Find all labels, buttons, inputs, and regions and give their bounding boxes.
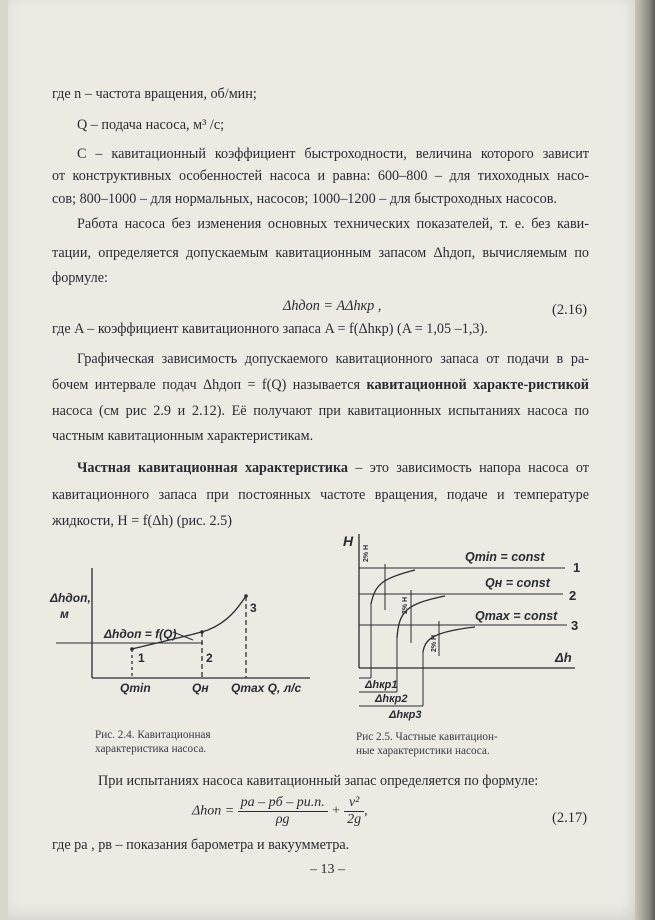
line-9: где A – коэффициент кавитационного запаса A = f(Δhкр) (A = 1,05 –1,3). [52,321,488,337]
fig25-xlabel: Δh [555,650,572,665]
line-1: где n – частота вращения, об/мин; [52,86,257,102]
fig24-curve-label: Δhдоп = f(Q) [104,627,177,641]
fig24-point-1 [130,647,134,651]
fig24-label-3: 3 [250,601,257,615]
fig25-dh-2: Δhкр2 [375,693,408,705]
figure-2-5 [335,528,590,728]
line-16: жидкости, H = f(Δh) (рис. 2.5) [52,513,232,529]
fig24-label-2: 2 [206,651,213,665]
line-14: Частная кавитационная характеристика – это зависимость напора насоса от [77,460,589,476]
line-4: от конструктивных особенностей насоса и равна: 600–800 – для тихоходных насо- [52,168,589,184]
page-number: – 13 – [310,862,345,877]
caption-fig-2-4: Рис. 2.4. Кавитационная характеристика насоса. [95,729,211,755]
line-10: Графическая зависимость допускаемого кавитационного запаса от подачи в ра- [77,351,589,367]
line-17: При испытаниях насоса кавитационный запас определяется по формуле: [98,773,539,789]
fig25-num-3: 3 [571,618,579,633]
fig24-point-2 [200,630,204,634]
fig24-curve [132,596,246,649]
equation-number-2-17: (2.17) [552,810,588,826]
fig24-point-3 [244,594,248,598]
line-11: бочем интервале подач Δhдоп = f(Q) называется кавитационной характе-ристикой [52,377,589,393]
equation-2-17: Δhоп = $\frac{pа - pб - pи.п.}{\rho g}$ + $\frac{\text{v²}}{2g}$ , [192,795,368,827]
fig25-dh-3: Δhкр3 [389,709,422,721]
caption-fig-2-5: Рис 2.5. Частные кавитацион- ные характеристики насоса. [356,731,498,757]
fig25-pct-1: 2% H [363,544,370,562]
line-2: Q – подача насоса, м³ /с; [77,117,225,133]
fig24-tick-qmin: Qmin [120,681,151,695]
line-5: сов; 800–1000 – для нормальных, насосов; 1000–1200 – для быстроходных насосов. [52,191,557,207]
fig24-label-1: 1 [138,651,145,665]
fig25-dh-1: Δhкр1 [365,679,398,691]
fig25-curve-label-3: Qmax = const [475,609,558,623]
fig25-num-1: 1 [573,560,581,575]
fig25-curve-label-1: Qmin = const [465,550,545,564]
line-6: Работа насоса без изменения основных технических показателей, т. е. без кави- [77,216,589,232]
fig25-num-2: 2 [569,588,577,603]
fig24-yunit: м [60,607,69,621]
fig24-tick-qmax: Qmax Q, л/с [231,681,302,695]
fig25-pct-2: 2% H [402,596,409,614]
line-7: тации, определяется допускаемым кавитационным запасом Δhдоп, вычисляемым по [52,245,589,261]
fig25-pct-3: 2% H [431,634,438,652]
fig25-ylabel: H [343,533,354,549]
equation-number-2-16: (2.16) [552,302,588,318]
fig24-ylabel: Δhдоп, [50,591,91,605]
fig25-curve-label-2: Qн = const [485,576,550,590]
fig24-tick-qn: Qн [192,681,209,695]
book-spine-shadow [635,0,655,920]
line-12: насоса (см рис 2.9 и 2.12). Её получают при кавитационных испытаниях насоса по [52,403,589,419]
line-3: C – кавитационный коэффициент быстроходности, величина которого зависит [77,146,589,162]
line-18: где pа , pв – показания барометра и вакуумметра. [52,837,350,853]
figure-2-4 [48,560,318,715]
equation-2-16: Δhдоп = AΔhкр , [283,298,382,314]
line-8: формуле: [52,270,108,286]
line-13: частным кавитационным характеристикам. [52,428,314,444]
line-15: кавитационного запаса при постоянных частоте вращения, подаче и температуре [52,487,589,503]
